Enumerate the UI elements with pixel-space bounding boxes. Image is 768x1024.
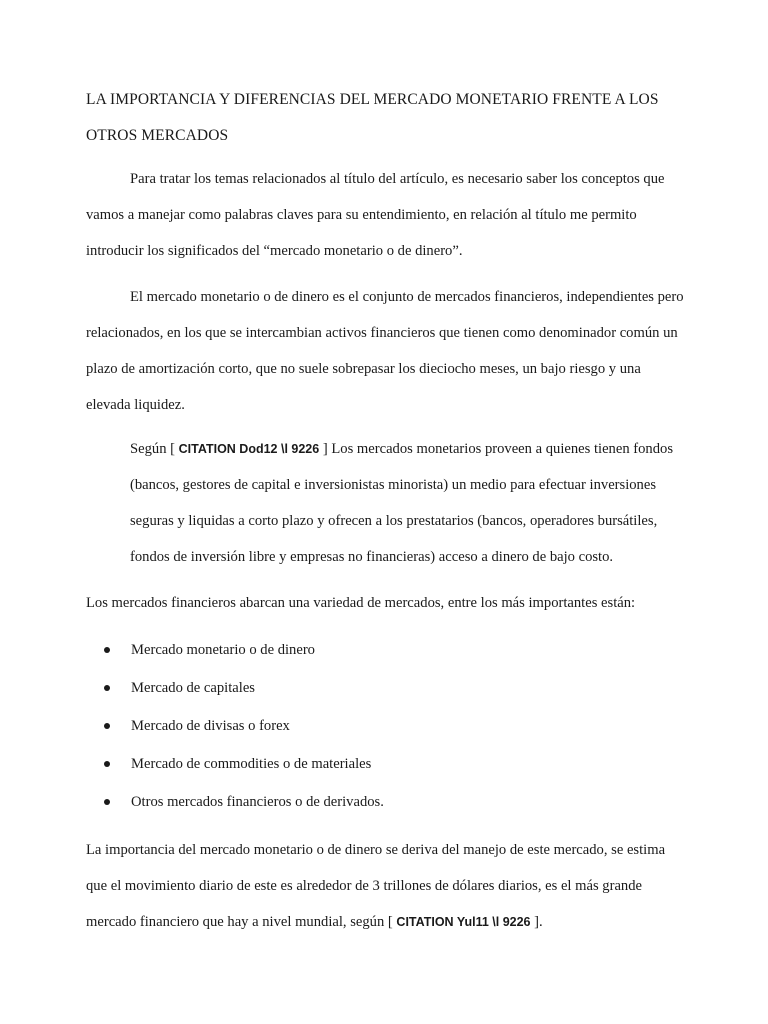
markets-list (86, 632, 686, 822)
block-quote (130, 431, 690, 575)
quote-text: ] Los mercados monetarios proveen a quienes tienen fondos (bancos, gestores de capital e inversionistas minorista) un medio para efectuar inversiones seguras y liquidas a corto plazo y ofrecen a los prestatarios (bancos, operadores bursátiles, fondos de inversión libre y empresas no financieras) acceso a dinero de bajo costo. (130, 441, 673, 565)
importance-paragraph (86, 832, 686, 940)
list-item-label: Mercado de commodities o de materiales (131, 756, 372, 772)
list-item (86, 632, 686, 670)
list-item-label: Otros mercados financieros o de derivados. (131, 794, 384, 810)
markets-intro-paragraph: Los mercados financieros abarcan una variedad de mercados, entre los más importantes están: (86, 595, 636, 611)
list-item-label: Mercado de divisas o forex (131, 718, 290, 734)
list-item-label: Mercado monetario o de dinero (131, 642, 315, 658)
list-item (86, 708, 686, 746)
quote-lead: Según [ (130, 441, 179, 457)
citation-field: CITATION Yul11 \l 9226 (396, 915, 531, 929)
document-title: LA IMPORTANCIA Y DIFERENCIAS DEL MERCADO MONETARIO FRENTE A LOS OTROS MERCADOS (86, 91, 659, 144)
definition-paragraph: El mercado monetario o de dinero es el conjunto de mercados financieros, independientes pero relacionados, en los que se intercambian activos financieros que tienen como denominador común un plazo de amortización corto, que no suele sobrepasar los dieciocho meses, un bajo riesgo y una elevada liquidez. (86, 289, 684, 413)
list-item-label: Mercado de capitales (131, 680, 255, 696)
intro-paragraph: Para tratar los temas relacionados al título del artículo, es necesario saber los conceptos que vamos a manejar como palabras claves para su entendimiento, en relación al título me permito introducir los significados del “mercado monetario o de dinero”. (86, 171, 665, 259)
bullet-icon (104, 647, 110, 653)
list-item (86, 784, 686, 822)
citation-field: CITATION Dod12 \l 9226 (178, 442, 320, 456)
list-item (86, 670, 686, 708)
bullet-icon (104, 723, 110, 729)
list-item (86, 746, 686, 784)
bullet-icon (104, 799, 110, 805)
bullet-icon (104, 761, 110, 767)
importance-text: La importancia del mercado monetario o de dinero se deriva del manejo de este mercado, se estima que el movimiento diario de este es alrededor de 3 trillones de dólares diarios, es el más grande mercado financiero que hay a nivel mundial, según [ (86, 842, 666, 930)
importance-end: ]. (530, 914, 543, 930)
bullet-icon (104, 685, 110, 691)
